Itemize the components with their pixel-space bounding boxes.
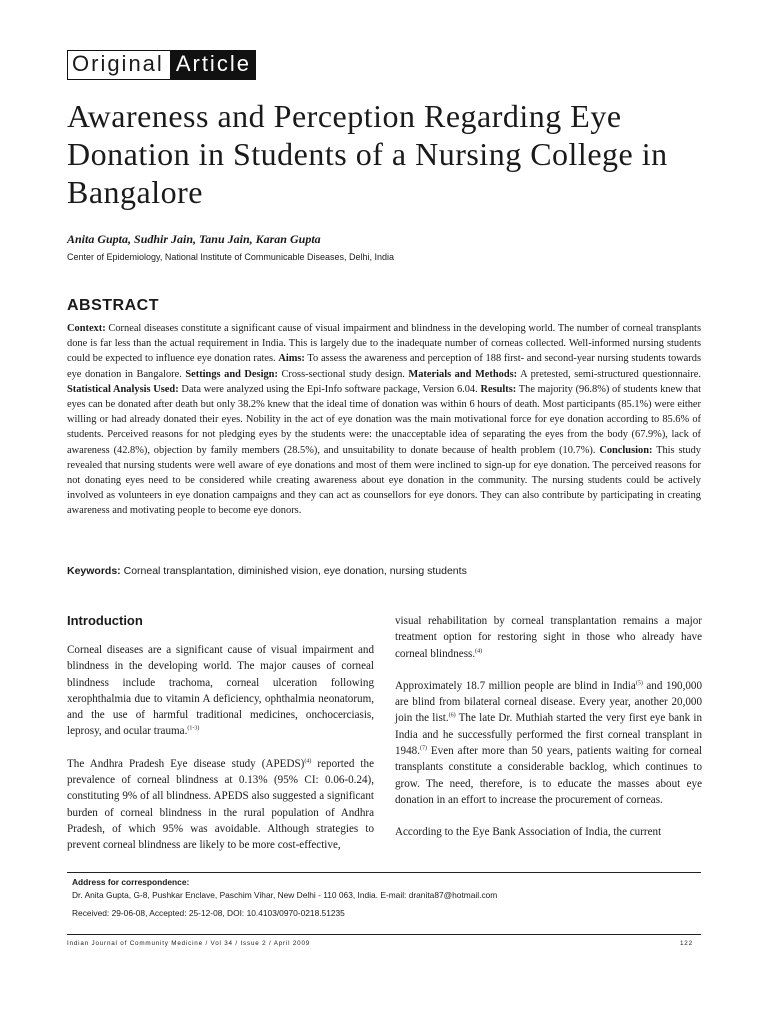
article-type-original: Original xyxy=(72,51,164,76)
page-number: 122 xyxy=(680,940,693,947)
correspondence-block xyxy=(72,876,497,902)
methods-label: Materials and Methods: xyxy=(408,368,518,380)
results-text: The majority (96.8%) of students knew that eyes can be donated after death but only 38.2% knew that the ideal time of donation was within 6 hours of death. Most participants (85.1%) were either willing or had already donated their eyes. Nobility in the act of eye donation was the main motivational force for eye donation according to 85.6% of students. Perceived reasons for not pledging eyes by the students were: the unacceptable idea of separating the eyes from the body (67.9%), lack of awareness (42.8%), objection by family members (28.5%), and unsuitability to donate because of health problem (10.7%). xyxy=(67,383,702,456)
intro-paragraph-1: Corneal diseases are a significant cause of visual impairment and blindness in the developing world. The major causes of corneal blindness include trachoma, corneal ulceration following xerophthalmia due to vitamin A deficiency, ophthalmia neonatorum, and the use of harmful traditional medicines, onchocerciasis, leprosy, and ocular trauma.$^{(1-3)}$ xyxy=(67,644,374,738)
author-list: Anita Gupta, Sudhir Jain, Tanu Jain, Karan Gupta xyxy=(67,232,321,246)
correspondence-divider xyxy=(67,872,701,873)
results-label: Results: xyxy=(480,383,517,395)
abstract-heading: ABSTRACT xyxy=(67,297,159,314)
affiliation: Center of Epidemiology, National Institute of Communicable Diseases, Delhi, India xyxy=(67,252,394,262)
context-label: Context: xyxy=(67,323,106,334)
keywords xyxy=(67,565,467,577)
correspondence-label: Address for correspondence: xyxy=(72,877,190,887)
received-dates: Received: 29-06-08, Accepted: 25-12-08, DOI: 10.4103/0970-0218.51235 xyxy=(72,908,345,918)
right-column xyxy=(395,613,702,857)
abstract-body xyxy=(67,321,701,519)
citation: (4) xyxy=(475,647,483,654)
journal-citation: Indian Journal of Community Medicine / Vol 34 / Issue 2 / April 2009 xyxy=(67,940,311,947)
context-text: Corneal diseases constitute a significant cause of visual impairment and blindness in the developing world. The number of corneal transplants done is far less than the actual requirement in India. This is largely due to the inadequate number of corneas collected. Well-informed nursing students could be expected to influence eye donation rates. xyxy=(67,323,701,365)
citation: (5) xyxy=(635,680,643,687)
introduction-heading: Introduction xyxy=(67,613,143,628)
citation: (7) xyxy=(419,745,427,752)
intro-paragraph-5: According to the Eye Bank Association of India, the current xyxy=(395,826,662,839)
conclusion-text: This study revealed that nursing students were well aware of eye donations and most of them were inclined to sign-up for eye donation. The perceived reasons for not donating eyes need to be considered while creating awareness about eye donation in the community. The nursing students could be actively involved as volunteers in eye donation campaigns and they can act as counsellors for eye donors. They can also contribute by participating in creating awareness and motivating people to become eye donors. xyxy=(67,444,701,517)
article-title: Awareness and Perception Regarding Eye Donation in Students of a Nursing College in Bangalore xyxy=(67,98,668,210)
aims-text: To assess the awareness and perception of 188 first- and second-year nursing students towards eye donation in Bangalore. xyxy=(67,353,701,380)
footer-divider xyxy=(67,934,701,935)
keywords-label: Keywords: xyxy=(67,565,121,577)
stats-label: Statistical Analysis Used: xyxy=(67,383,179,395)
intro-paragraph-4: Approximately 18.7 million people are blind in India$^{(5)}$ and 190,000 are blind from bilateral corneal disease. Every year, another 20,000 join the list.$^{(6)}$ The late Dr. Muthiah started the very first eye bank in India and he successfully performed the first corneal transplant in 1948.$^{(7)}$ Even after more than 50 years, patients waiting for corneal transplants constitute a considerable backlog, which continues to grow. The need, therefore, is to educate the masses about eye donation in an effort to increase the procurement of corneas. xyxy=(395,679,702,806)
conclusion-label: Conclusion: xyxy=(599,444,653,456)
citation: (6) xyxy=(448,712,456,719)
article-type-article: Article xyxy=(170,51,255,79)
stats-text: Data were analyzed using the Epi-Info software package, Version 6.04. xyxy=(178,383,481,395)
intro-paragraph-3: visual rehabilitation by corneal transplantation remains a major treatment option for restoring sight in those who already have corneal blindness.$^{(4)}$ xyxy=(395,615,702,660)
article-type-label xyxy=(67,50,256,80)
intro-paragraph-2: The Andhra Pradesh Eye disease study (APEDS)$^{(4)}$ reported the prevalence of corneal blindness at 0.13% (95% CI: 0.06-0.24), constituting 9% of all blindness. APEDS also suggested a significant burden of corneal blindness in the rural population of Andhra Pradesh, of which 95% was avoidable. Although strategies to prevent corneal blindness are likely to be more cost-effective, xyxy=(67,757,374,852)
settings-label: Settings and Design: xyxy=(185,368,278,380)
methods-text: A pretested, semi-structured questionnaire. xyxy=(517,368,701,380)
aims-label: Aims: xyxy=(278,353,305,365)
citation: (4) xyxy=(304,758,312,765)
settings-text: Cross-sectional study design. xyxy=(277,368,409,380)
keywords-text: Corneal transplantation, diminished vision, eye donation, nursing students xyxy=(120,565,467,577)
citation: (1-3) xyxy=(187,725,200,732)
correspondence-address: Dr. Anita Gupta, G-8, Pushkar Enclave, Paschim Vihar, New Delhi - 110 063, India. E-mail: dranita87@hotmail.com xyxy=(72,890,498,900)
left-column xyxy=(67,642,374,870)
